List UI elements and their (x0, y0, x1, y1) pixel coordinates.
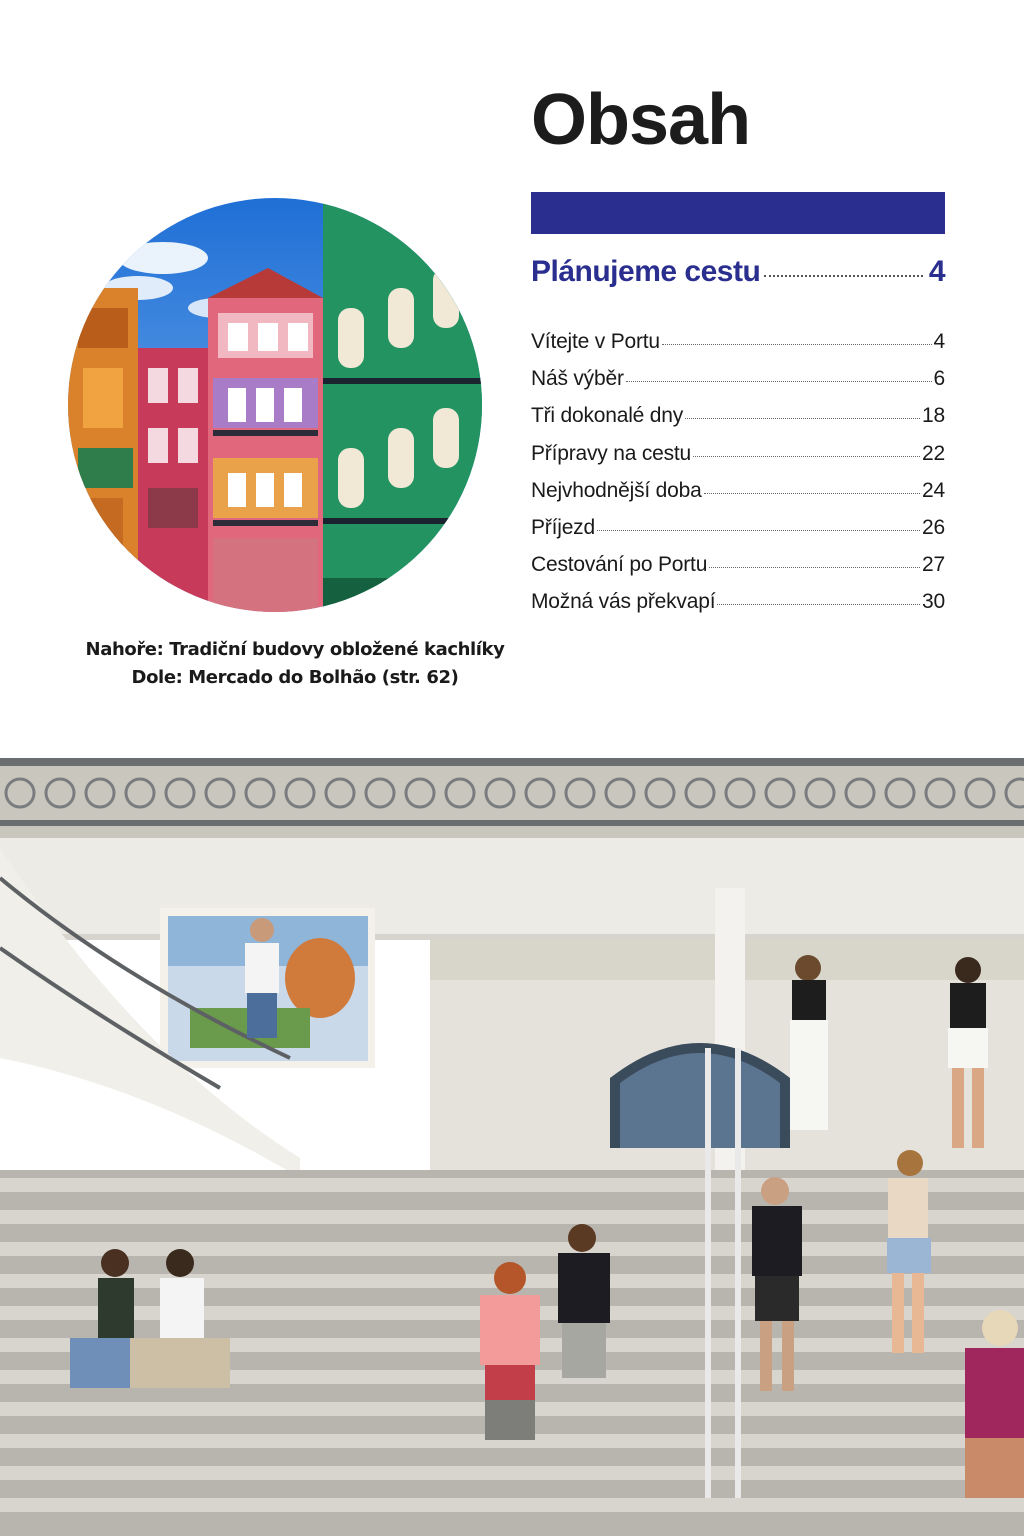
toc-entry-page: 27 (922, 553, 945, 577)
dot-leader (717, 604, 920, 605)
toc-entry-page: 24 (922, 478, 945, 502)
toc-entry-page: 26 (922, 515, 945, 539)
toc-entry-label: Přípravy na cestu (531, 441, 692, 465)
dot-leader (709, 567, 920, 568)
toc-entry-label: Nejvhodnější doba (531, 478, 702, 502)
toc-entry[interactable] (531, 330, 945, 367)
toc-entry-label: Cestování po Portu (531, 553, 708, 577)
toc-entry[interactable] (531, 590, 945, 627)
toc-entry-page: 18 (922, 404, 945, 428)
toc-entry[interactable] (531, 404, 945, 441)
toc-entry-label: Vítejte v Portu (531, 330, 660, 353)
toc-entry[interactable] (531, 516, 945, 553)
toc-entry[interactable] (531, 442, 945, 479)
dot-leader (693, 456, 920, 457)
dot-leader (662, 344, 932, 345)
tiled-buildings-photo (68, 198, 482, 612)
caption-top: Nahoře: Tradiční budovy obložené kachlíky (85, 639, 505, 660)
toc-list (531, 330, 945, 628)
toc-entry[interactable] (531, 479, 945, 516)
toc-entry[interactable] (531, 553, 945, 590)
toc-entry-page: 30 (922, 590, 945, 614)
dot-leader (597, 530, 920, 531)
toc-entry-page: 22 (922, 441, 945, 465)
dot-leader (704, 493, 920, 494)
toc-entry-label: Tři dokonalé dny (531, 404, 684, 428)
market-stairs-photo (0, 758, 1024, 1536)
page-title: Obsah (531, 80, 751, 160)
toc-entry-page: 4 (933, 330, 945, 353)
toc-entry-label: Příjezd (531, 515, 595, 539)
caption-bottom: Dole: Mercado do Bolhão (str. 62) (131, 667, 459, 688)
section-page: 4 (928, 255, 945, 288)
toc-section-heading[interactable] (531, 255, 945, 289)
photo-caption (60, 636, 530, 692)
toc-entry-label: Možná vás překvapí (531, 590, 716, 614)
dot-leader (626, 381, 932, 382)
section-label: Plánujeme cestu (531, 255, 761, 288)
toc-entry-page: 6 (933, 367, 945, 391)
dot-leader (685, 418, 920, 419)
dot-leader (764, 275, 923, 277)
toc-entry[interactable] (531, 367, 945, 404)
toc-entry-label: Náš výběr (531, 367, 624, 391)
title-accent-bar (531, 192, 945, 234)
